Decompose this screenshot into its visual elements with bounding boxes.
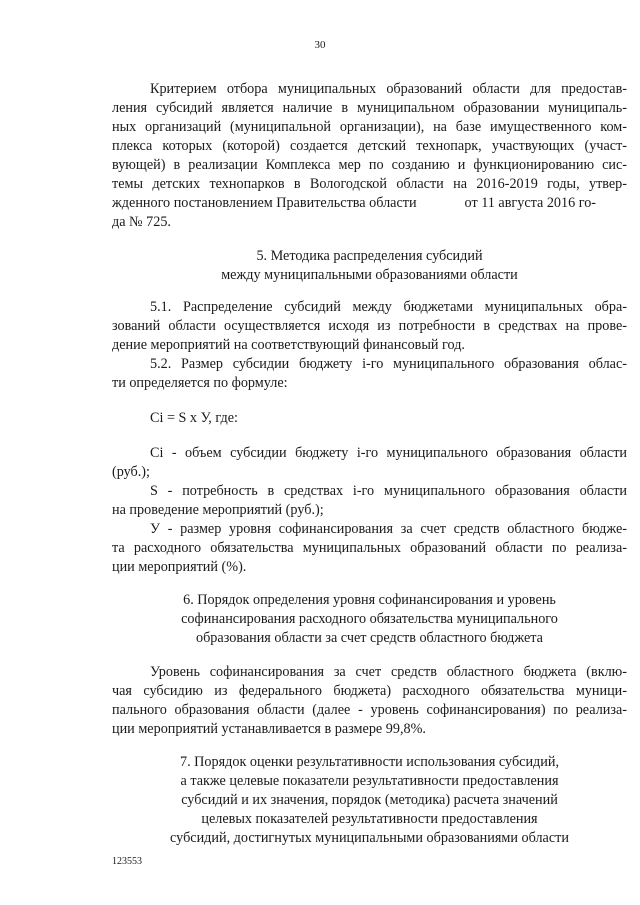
definition-line: ции мероприятий (%). — [112, 559, 247, 575]
section-heading: субсидий, достигнутых муниципальными образованиями области — [170, 830, 569, 846]
paragraph-line: вующей) в реализации Комплекса мер по созданию и функционированию сис- — [112, 157, 627, 173]
paragraph-line: плекса которых (которой) создается детский технопарк, участвующих (участ- — [112, 138, 627, 154]
page-number: 30 — [314, 39, 326, 51]
paragraph-line: ции мероприятий устанавливается в размере 99,8%. — [112, 721, 426, 737]
section-heading: образования области за счет средств областного бюджета — [196, 630, 543, 646]
section-heading: целевых показателей результативности предоставления — [201, 811, 538, 827]
section-heading: 5. Методика распределения субсидий — [256, 248, 483, 264]
definition-line: У - размер уровня софинансирования за счет средств областного бюдже- — [150, 521, 627, 537]
paragraph-line: ления субсидий является наличие в муниципальном образовании муниципаль- — [112, 100, 627, 116]
section-heading: софинансирования расходного обязательства муниципального — [181, 611, 558, 627]
paragraph-line: 5.2. Размер субсидии бюджету i-го муниципального образования облас- — [150, 356, 627, 372]
definition-line: на проведение мероприятий (руб.); — [112, 502, 324, 518]
paragraph-line: Критерием отбора муниципальных образований области для предостав- — [150, 81, 627, 97]
paragraph-line — [112, 194, 627, 213]
definition-line: S - потребность в средствах i-го муниципального образования области — [150, 483, 627, 499]
paragraph-line: да № 725. — [112, 214, 171, 230]
paragraph-line: дение мероприятий на соответствующий финансовый год. — [112, 337, 465, 353]
formula: Ci = S x У, где: — [150, 410, 238, 426]
paragraph-line: ти определяется по формуле: — [112, 375, 288, 391]
paragraph-line-part: от 11 августа 2016 го- — [464, 195, 597, 211]
definition-line: та расходного обязательства муниципальных образований области по реализа- — [112, 540, 627, 556]
section-heading: 7. Порядок оценки результативности использования субсидий, — [179, 754, 560, 770]
section-heading: 6. Порядок определения уровня софинансирования и уровень — [183, 592, 556, 608]
section-heading: между муниципальными образованиями области — [221, 267, 518, 283]
section-heading: субсидий и их значения, порядок (методика) расчета значений — [181, 792, 558, 808]
paragraph-line: пального образования области (далее - уровень софинансирования) по реализа- — [112, 702, 627, 718]
definition-line: (руб.); — [112, 464, 150, 480]
paragraph-line: Уровень софинансирования за счет средств областного бюджета (вклю- — [150, 664, 627, 680]
definition-line: Ci - объем субсидии бюджету i-го муниципального образования области — [150, 445, 627, 461]
paragraph-line: 5.1. Распределение субсидий между бюджетами муниципальных обра- — [150, 299, 627, 315]
paragraph-line-part: жденного постановлением Правительства области — [112, 195, 417, 211]
footer-code: 123553 — [112, 856, 142, 867]
paragraph-line: ных организаций (муниципальной организации), на базе имущественного ком- — [112, 119, 627, 135]
paragraph-line: чая субсидию из федерального бюджета) расходного обязательства муници- — [112, 683, 627, 699]
paragraph-line: темы детских технопарков в Вологодской области на 2016-2019 годы, утвер- — [112, 176, 627, 192]
paragraph-line: зований области осуществляется исходя из потребности в средствах на прове- — [112, 318, 627, 334]
section-heading: а также целевые показатели результативности предоставления — [180, 773, 559, 789]
